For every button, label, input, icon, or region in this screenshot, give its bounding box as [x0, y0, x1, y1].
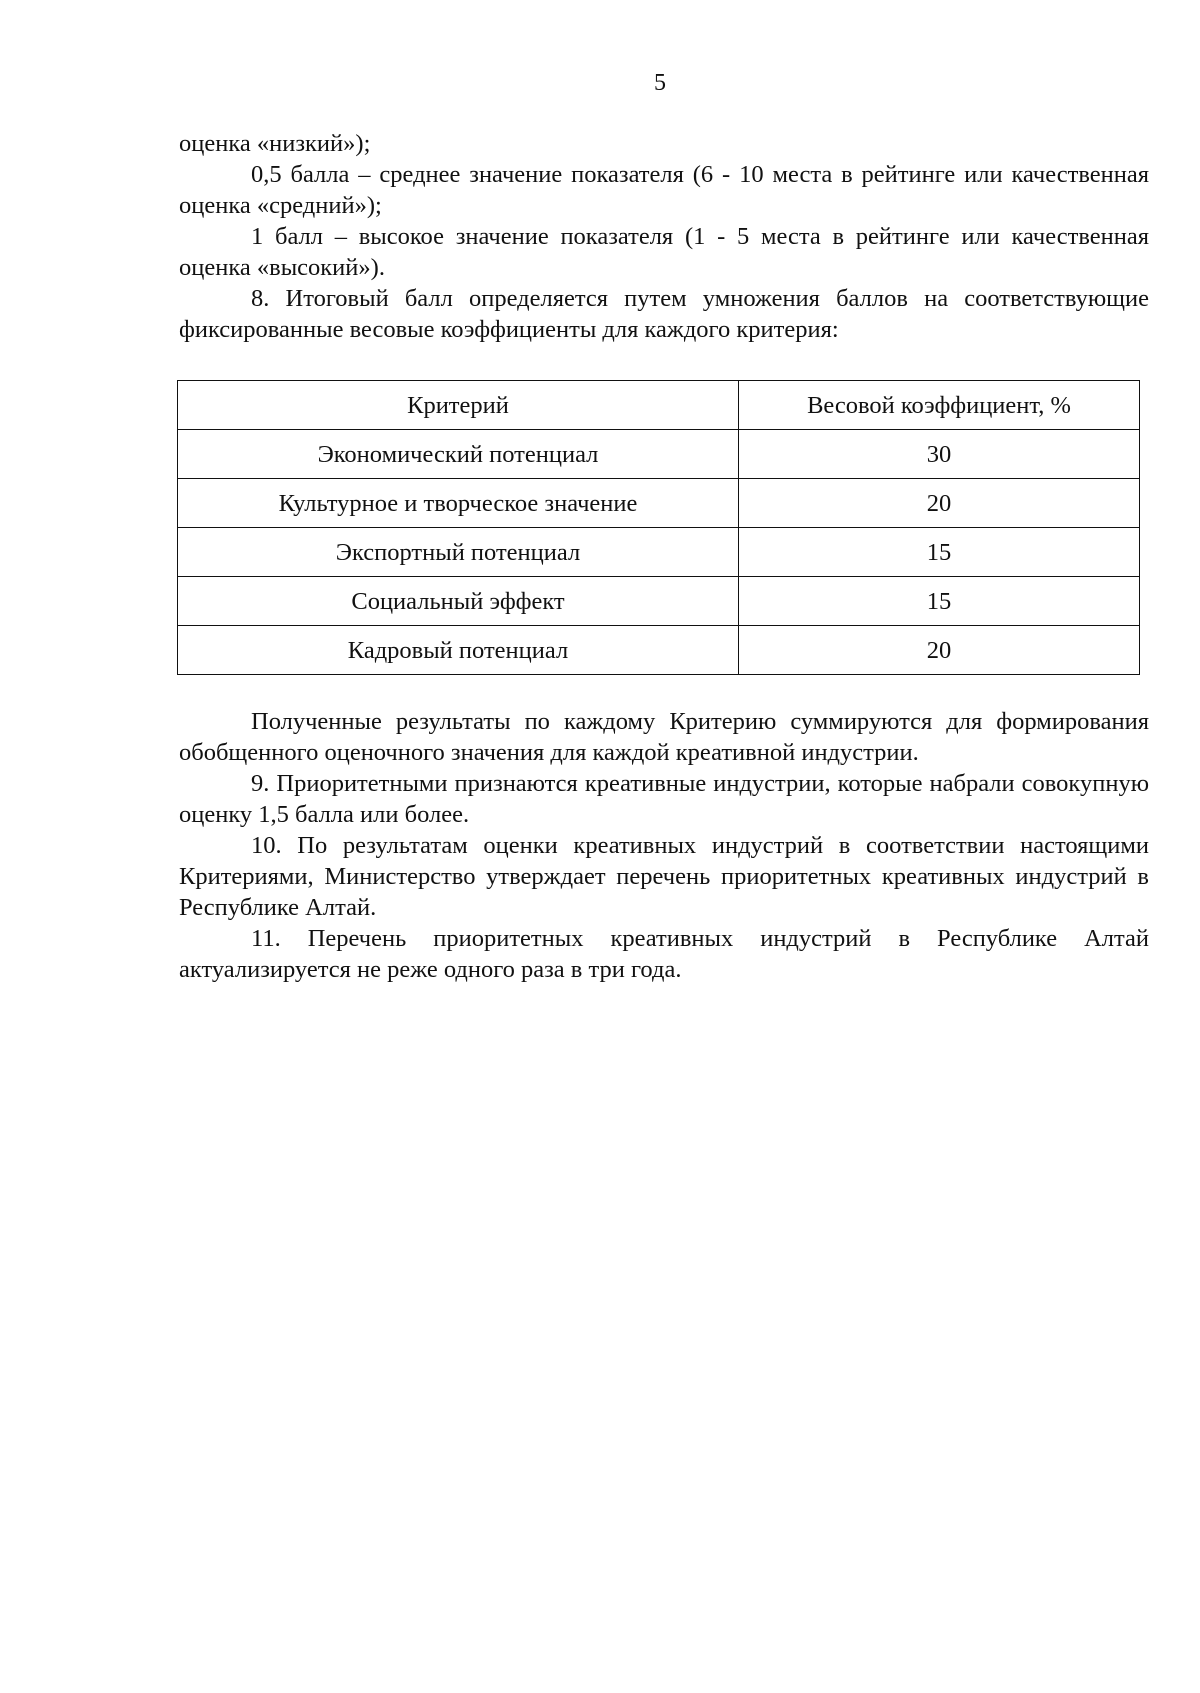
- paragraph-results-summary: Полученные результаты по каждому Критерию суммируются для формирования обобщенного оценочного значения для каждой креативной индустрии.: [179, 708, 1149, 766]
- paragraph-medium-score: 0,5 балла – среднее значение показателя (6 - 10 места в рейтинге или качественная оценка «средний»);: [179, 161, 1149, 219]
- criterion-cell: Кадровый потенциал: [178, 626, 739, 675]
- paragraph-continuation: оценка «низкий»);: [179, 130, 371, 157]
- table-row: [178, 528, 1140, 577]
- criteria-weights-table: [177, 380, 1140, 675]
- table-row: [178, 479, 1140, 528]
- criterion-cell: Экспортный потенциал: [178, 528, 739, 577]
- paragraph-item-8: 8. Итоговый балл определяется путем умножения баллов на соответствующие фиксированные весовые коэффициенты для каждого критерия:: [179, 285, 1149, 343]
- paragraph-item-9: 9. Приоритетными признаются креативные индустрии, которые набрали совокупную оценку 1,5 балла или более.: [179, 770, 1149, 828]
- page-number: 5: [654, 70, 666, 96]
- weight-cell: 15: [739, 528, 1140, 577]
- weight-cell: 30: [739, 430, 1140, 479]
- table-header-row: [178, 381, 1140, 430]
- weight-cell: 20: [739, 479, 1140, 528]
- weight-cell: 15: [739, 577, 1140, 626]
- table-row: [178, 577, 1140, 626]
- header-criterion: Критерий: [178, 381, 739, 430]
- criterion-cell: Социальный эффект: [178, 577, 739, 626]
- header-weight: Весовой коэффициент, %: [739, 381, 1140, 430]
- weight-cell: 20: [739, 626, 1140, 675]
- paragraph-item-11: 11. Перечень приоритетных креативных индустрий в Республике Алтай актуализируется не реже одного раза в три года.: [179, 925, 1149, 983]
- table-row: [178, 626, 1140, 675]
- paragraph-item-10: 10. По результатам оценки креативных индустрий в соответствии настоящими Критериями, Министерство утверждает перечень приоритетных креативных индустрий в Республике Алтай.: [179, 832, 1149, 921]
- criterion-cell: Экономический потенциал: [178, 430, 739, 479]
- table-row: [178, 430, 1140, 479]
- paragraph-high-score: 1 балл – высокое значение показателя (1 - 5 места в рейтинге или качественная оценка «высокий»).: [179, 223, 1149, 281]
- document-body: [179, 128, 1149, 985]
- criterion-cell: Культурное и творческое значение: [178, 479, 739, 528]
